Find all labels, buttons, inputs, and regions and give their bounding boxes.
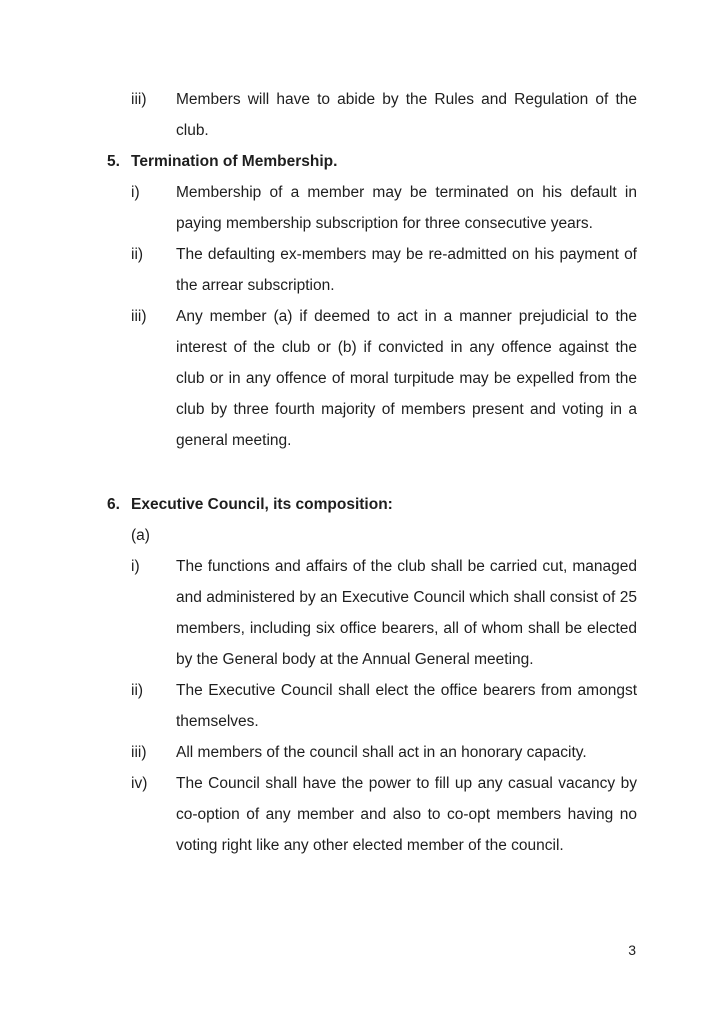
- list-item: [107, 551, 637, 675]
- list-item-text: Members will have to abide by the Rules and Regulation of the club.: [176, 91, 637, 139]
- section-title: Executive Council, its composition:: [131, 496, 393, 513]
- list-item: [107, 737, 637, 768]
- page-number: 3: [628, 942, 636, 958]
- list-marker: ii): [131, 682, 144, 699]
- section-number: 5.: [107, 153, 120, 170]
- list-item-text: The Council shall have the power to fill up any casual vacancy by co-option of any member and also to co-opt members having no voting right like any other elected member of the council.: [176, 775, 637, 854]
- list-marker: iii): [131, 91, 147, 108]
- list-marker: ii): [131, 246, 144, 263]
- list-item-text: Any member (a) if deemed to act in a manner prejudicial to the interest of the club or (b) if convicted in any offence against the club or in any offence of moral turpitude may be expelled from the club by three fourth majority of members present and voting in a general meeting.: [176, 308, 637, 449]
- list-marker: iv): [131, 775, 148, 792]
- section-heading-executive-council: [107, 489, 637, 520]
- document-content: [107, 84, 637, 861]
- list-item: [107, 675, 637, 737]
- section-number: 6.: [107, 496, 120, 513]
- list-item: [107, 84, 637, 146]
- list-marker: i): [131, 184, 140, 201]
- sub-clause-label: (a): [131, 527, 150, 544]
- section-title: Termination of Membership.: [131, 153, 338, 170]
- list-marker: iii): [131, 308, 147, 325]
- list-item: [107, 301, 637, 456]
- list-item-text: The defaulting ex-members may be re-admitted on his payment of the arrear subscription.: [176, 246, 637, 294]
- list-item: [107, 239, 637, 301]
- section-heading-termination: [107, 146, 637, 177]
- list-item-text: Membership of a member may be terminated on his default in paying membership subscription for three consecutive years.: [176, 184, 637, 232]
- list-item-text: The functions and affairs of the club shall be carried cut, managed and administered by an Executive Council which shall consist of 25 members, including six office bearers, all of whom shall be elected by the General body at the Annual General meeting.: [176, 558, 637, 668]
- list-item: [107, 177, 637, 239]
- list-item: [107, 768, 637, 861]
- list-marker: i): [131, 558, 140, 575]
- list-item-text: All members of the council shall act in an honorary capacity.: [176, 744, 587, 761]
- list-marker: iii): [131, 744, 147, 761]
- list-item-text: The Executive Council shall elect the office bearers from amongst themselves.: [176, 682, 637, 730]
